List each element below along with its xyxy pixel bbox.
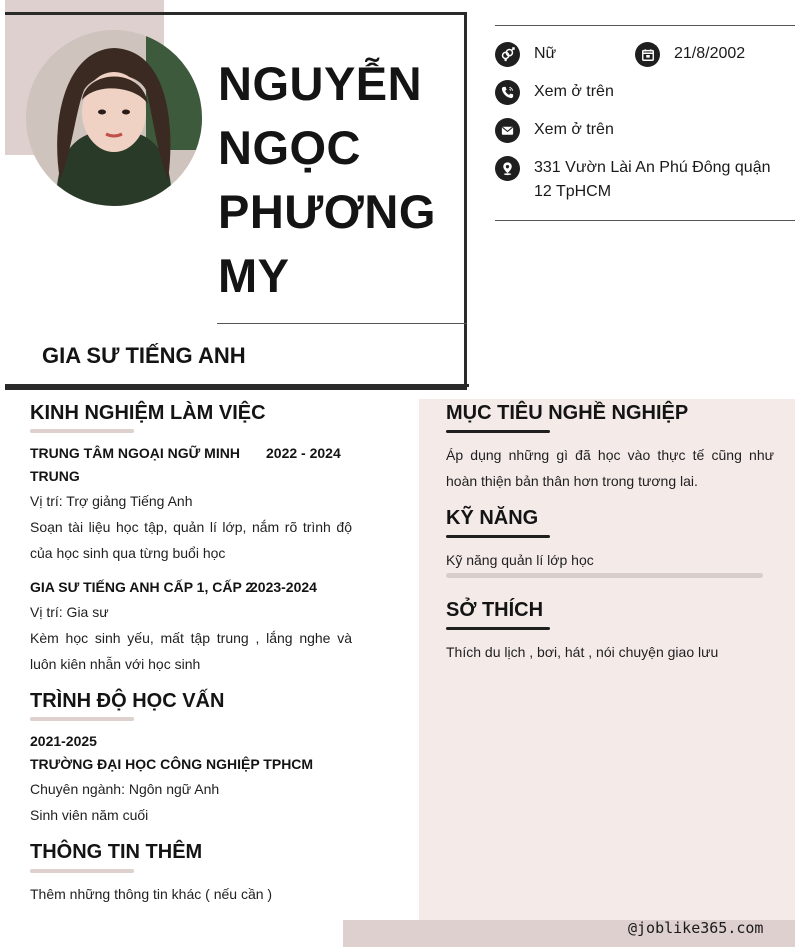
gender-value: Nữ <box>534 45 557 62</box>
section-title-education: TRÌNH ĐỘ HỌC VẤN <box>30 690 225 712</box>
phone-icon <box>495 80 520 105</box>
name-line: NGUYỄN <box>218 57 423 110</box>
experience-description: Kèm học sinh yếu, mất tập trung , lắng nghe và luôn kiên nhẫn với học sinh <box>30 630 352 672</box>
education-period: 2021-2025 <box>30 733 97 749</box>
name-line: MY <box>218 249 290 302</box>
section-underline <box>446 430 550 433</box>
phone-value: Xem ở trên <box>534 83 614 100</box>
experience-org-cont: TRUNG <box>30 468 80 484</box>
divider <box>495 220 795 221</box>
experience-description: Soạn tài liệu học tập, quản lí lớp, nắm rõ trình độ của học sinh qua từng buổi học <box>30 519 352 561</box>
section-title-experience: KINH NGHIỆM LÀM VIỆC <box>30 402 266 424</box>
section-title-additional: THÔNG TIN THÊM <box>30 841 203 863</box>
section-title-hobbies: SỞ THÍCH <box>446 599 544 621</box>
skill-name: Kỹ năng quản lí lớp học <box>446 552 594 568</box>
section-title-skills: KỸ NĂNG <box>446 507 539 529</box>
contact-birthday <box>635 42 745 67</box>
experience-org: TRUNG TÂM NGOẠI NGỮ MINH <box>30 445 240 461</box>
additional-text: Thêm những thông tin khác ( nếu cần ) <box>30 886 273 902</box>
hobbies-text: Thích du lịch , bơi, hát , nói chuyện giao lưu <box>446 644 719 660</box>
email-icon <box>495 118 520 143</box>
education-school: TRƯỜNG ĐẠI HỌC CÔNG NGHIỆP TPHCM <box>30 756 314 772</box>
watermark: @joblike365.com <box>628 919 764 937</box>
location-icon <box>495 156 520 181</box>
full-name <box>218 52 458 308</box>
address-value: 331 Vườn Lài An Phú Đông quận 12 TpHCM <box>534 159 771 200</box>
email-value: Xem ở trên <box>534 121 614 138</box>
divider <box>217 323 467 324</box>
education-major: Chuyên ngành: Ngôn ngữ Anh <box>30 781 220 797</box>
calendar-icon <box>635 42 660 67</box>
section-underline <box>446 535 550 538</box>
education-status: Sinh viên năm cuối <box>30 807 149 823</box>
avatar-illustration <box>26 30 202 206</box>
section-title-objective: MỤC TIÊU NGHỀ NGHIỆP <box>446 402 689 424</box>
experience-position: Vị trí: Trợ giảng Tiếng Anh <box>30 493 193 509</box>
name-line: NGỌC <box>218 121 361 174</box>
contact-gender <box>495 42 556 67</box>
contact-address <box>495 156 795 204</box>
contact-email <box>495 118 614 143</box>
experience-period: 2022 - 2024 <box>266 445 341 461</box>
experience-org: GIA SƯ TIẾNG ANH CẤP 1, CẤP 2 <box>30 579 254 595</box>
birthday-value: 21/8/2002 <box>674 45 746 62</box>
gender-icon <box>495 42 520 67</box>
skill-level-bar <box>446 573 763 578</box>
profile-photo <box>26 30 202 206</box>
job-title: GIA SƯ TIẾNG ANH <box>42 343 246 368</box>
experience-period: 2023-2024 <box>250 579 317 595</box>
name-line: PHƯƠNG <box>218 185 436 238</box>
section-underline <box>30 717 134 721</box>
contact-phone <box>495 80 614 105</box>
section-underline <box>30 429 134 433</box>
divider <box>495 25 795 26</box>
section-underline <box>446 627 550 630</box>
experience-position: Vị trí: Gia sư <box>30 604 109 620</box>
header-bottom-border <box>5 384 469 387</box>
objective-text: Áp dụng những gì đã học vào thực tế cũng như hoàn thiện bản thân hơn trong tương lai. <box>446 447 774 489</box>
section-underline <box>30 869 134 873</box>
